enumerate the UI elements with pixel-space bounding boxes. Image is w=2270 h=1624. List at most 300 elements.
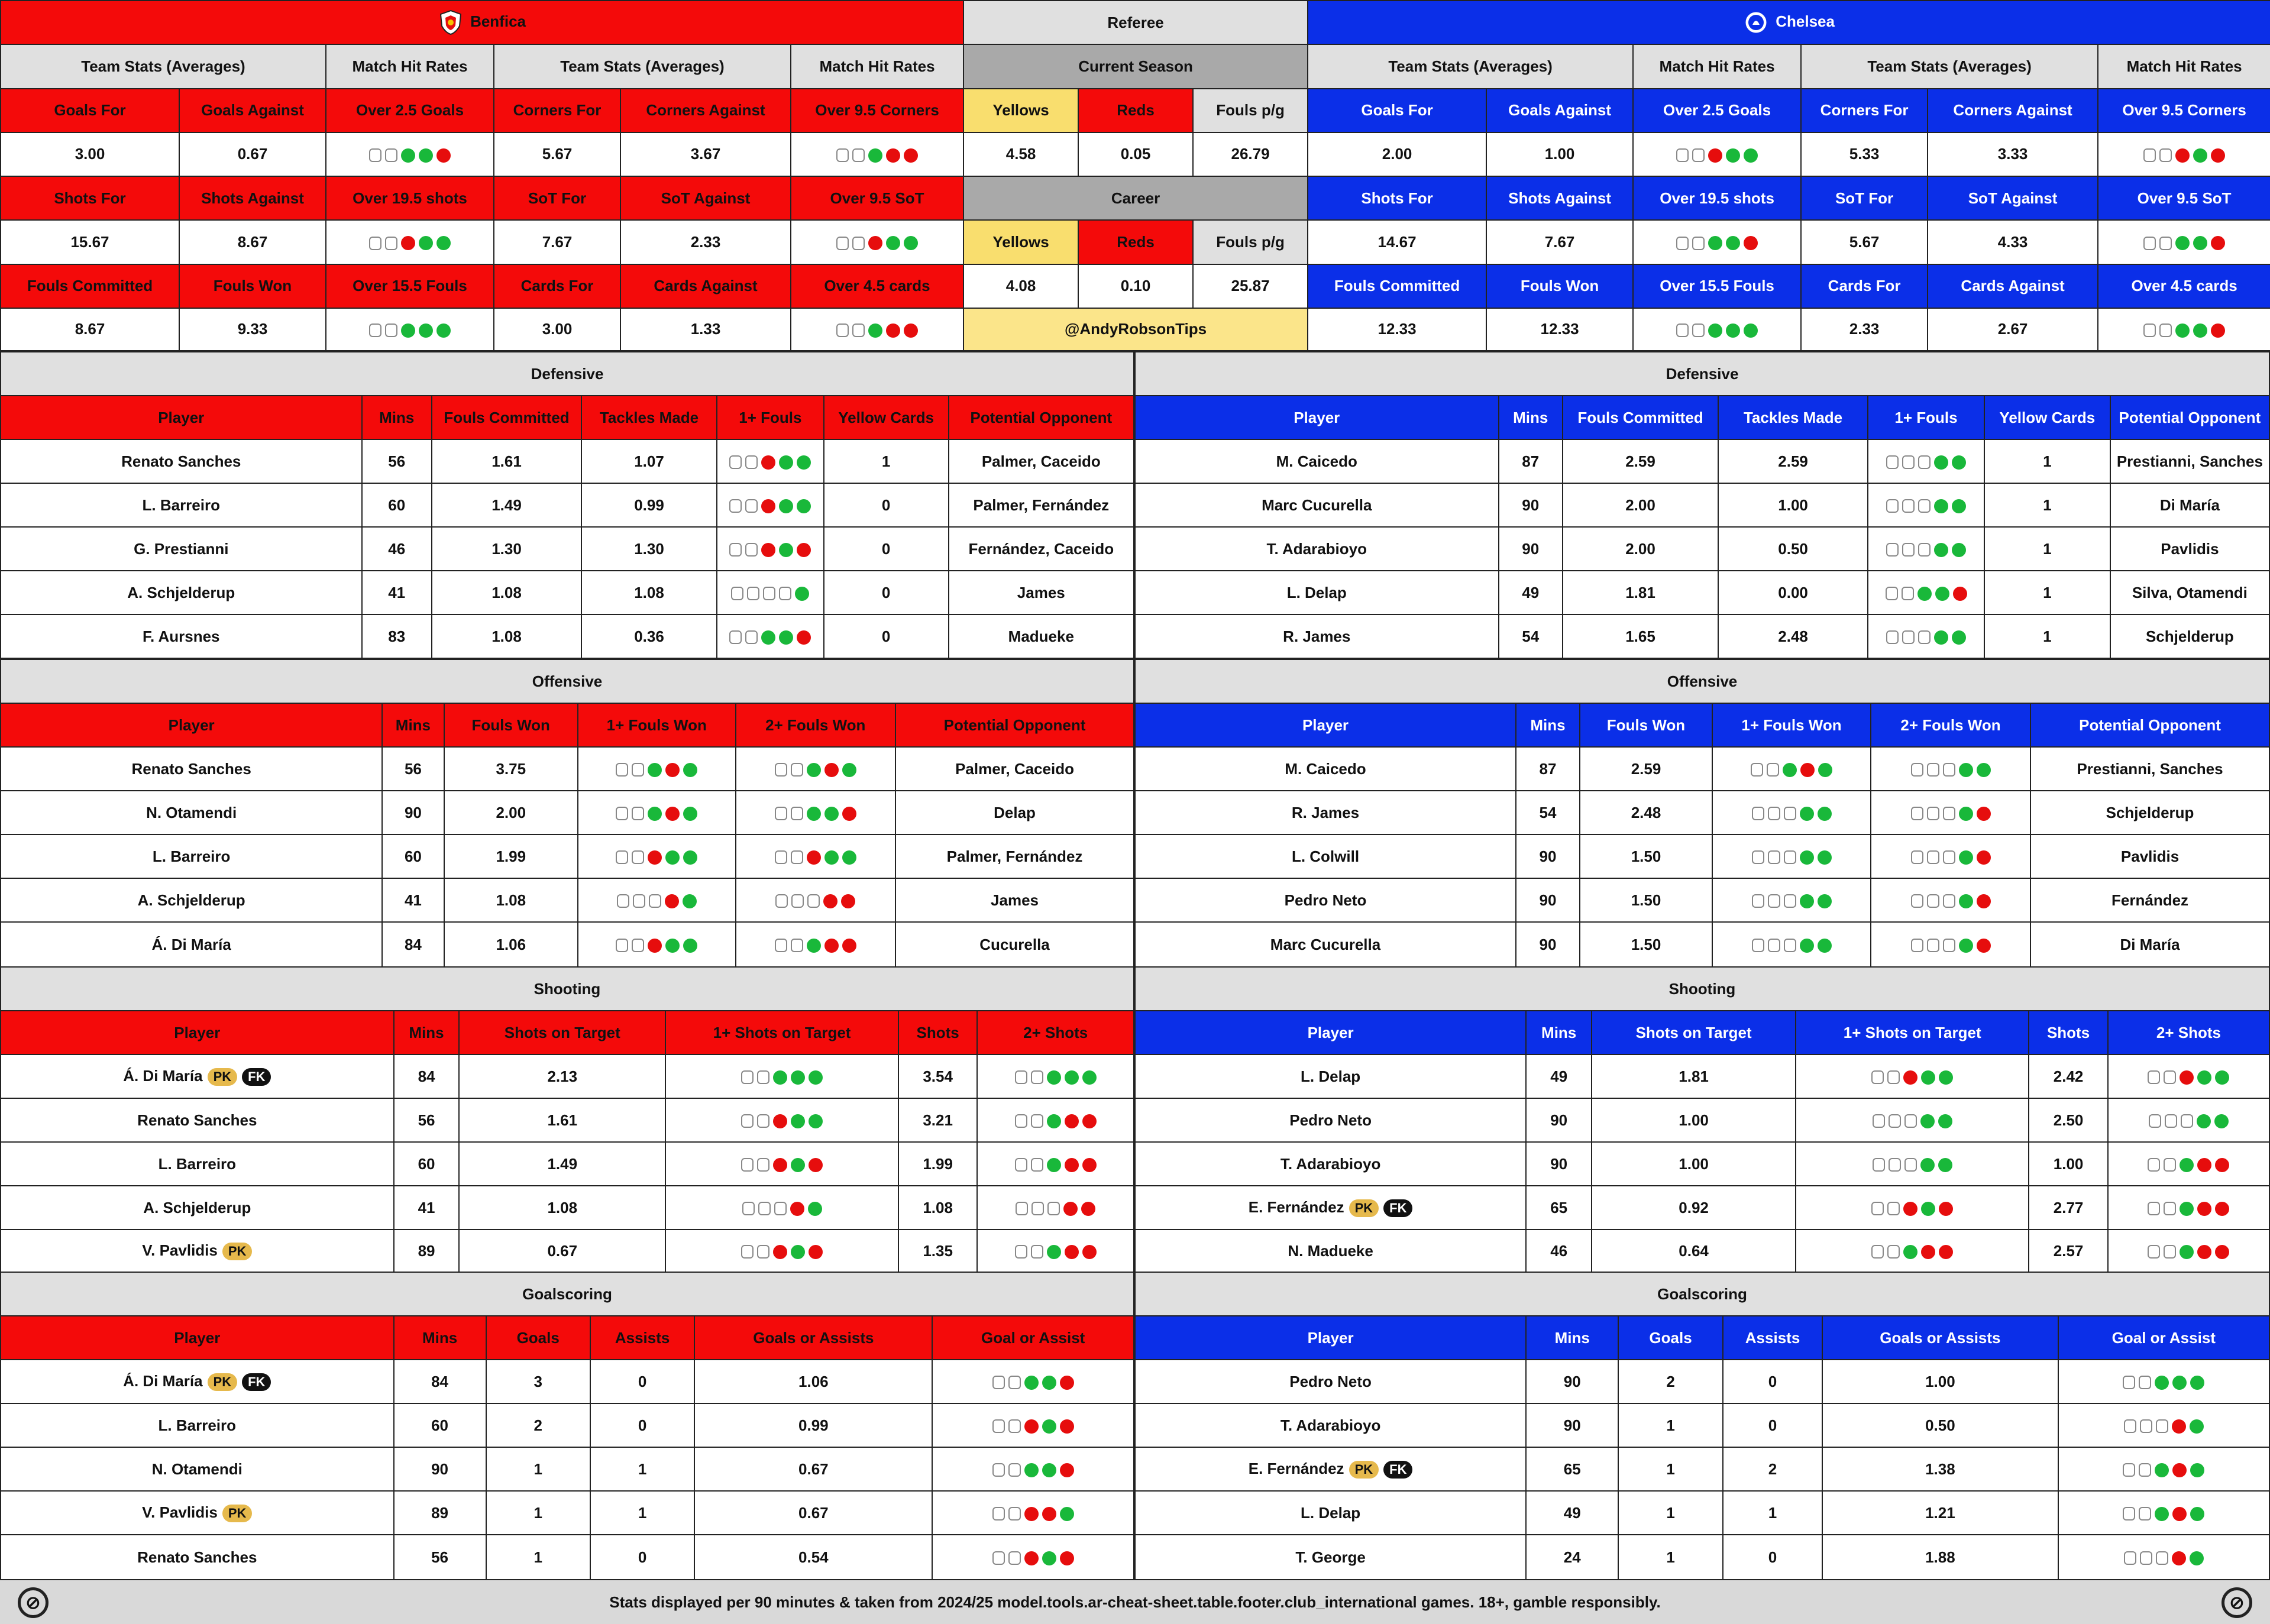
- player-name[interactable]: N. Otamendi: [1, 791, 382, 834]
- cell-value: 90: [1516, 922, 1580, 967]
- player-name[interactable]: Pedro Neto: [1135, 1360, 1526, 1403]
- table-row: [1135, 1098, 2269, 1142]
- section-title: Defensive: [1135, 352, 2269, 396]
- hit-dot: [648, 850, 662, 865]
- hit-dot: [2148, 1245, 2160, 1259]
- hit-rate-dots: [2058, 1447, 2269, 1491]
- cell-value: 90: [1516, 834, 1580, 878]
- stat-label: Over 4.5 cards: [791, 264, 963, 308]
- section-title: Shooting: [1135, 967, 2269, 1011]
- hit-dot: [369, 148, 381, 162]
- cell-value: 1: [824, 439, 949, 483]
- player-name[interactable]: R. James: [1135, 614, 1499, 658]
- hit-dot: [757, 1245, 769, 1259]
- hit-dot: [633, 894, 645, 908]
- cell-value: 2.57: [2029, 1230, 2107, 1272]
- player-name[interactable]: L. Delap: [1135, 1491, 1526, 1535]
- player-name[interactable]: E. Fernández PK FK: [1135, 1186, 1526, 1230]
- hit-dot: [2124, 1551, 2136, 1565]
- hit-dot: [385, 323, 397, 337]
- hit-dot: [992, 1551, 1005, 1565]
- hit-dot: [1065, 1070, 1079, 1085]
- stat-value: 1.33: [620, 308, 791, 351]
- hit-dot: [836, 237, 849, 250]
- pk-badge: PK: [1349, 1199, 1379, 1217]
- hit-dot: [1903, 1070, 1917, 1085]
- stat-value: 9.33: [179, 308, 326, 351]
- column-header: Shots: [898, 1011, 977, 1054]
- hit-dot: [1871, 1202, 1884, 1215]
- hit-dot: [807, 939, 821, 953]
- hit-dot: [1024, 1551, 1039, 1565]
- hit-dot: [2139, 1376, 2151, 1389]
- player-name[interactable]: Renato Sanches: [1, 439, 362, 483]
- column-header: Goal or Assist: [932, 1316, 1134, 1360]
- hit-dot: [1911, 807, 1923, 820]
- player-name[interactable]: Á. Di María PK FK: [1, 1360, 394, 1403]
- hit-rate-dots: [2108, 1230, 2269, 1272]
- hit-dot: [1904, 1158, 1917, 1172]
- cell-value: 0: [1723, 1360, 1822, 1403]
- hit-dot: [2180, 1202, 2194, 1216]
- hit-dot: [2175, 148, 2190, 163]
- hit-dot: [774, 1202, 787, 1215]
- hit-dot: [757, 1158, 769, 1172]
- cell-value: 54: [1499, 614, 1563, 658]
- hit-rate-dots: [977, 1142, 1134, 1186]
- hit-dot: [2148, 1158, 2160, 1172]
- hit-dot: [2190, 1551, 2204, 1565]
- hit-rate-dots: [932, 1447, 1134, 1491]
- hit-dot: [2149, 1114, 2161, 1128]
- table-row: [1135, 747, 2269, 791]
- table-row: [1, 922, 1134, 967]
- chelsea-hit-rates-label-2: Match Hit Rates: [2098, 44, 2270, 88]
- hit-dot: [1887, 1245, 1900, 1259]
- column-header: Player: [1135, 1011, 1526, 1054]
- cell-value: 1.61: [459, 1098, 665, 1142]
- hit-dot: [683, 850, 697, 865]
- hit-dot: [797, 630, 811, 645]
- player-name[interactable]: N. Otamendi: [1, 1447, 394, 1491]
- stat-label: Cards Against: [1928, 264, 2098, 308]
- hit-dot: [841, 894, 855, 908]
- hit-dot: [1060, 1507, 1074, 1521]
- hit-dot: [1904, 1114, 1917, 1128]
- stat-label: Fouls Committed: [1308, 264, 1486, 308]
- hit-dot: [2155, 1507, 2169, 1521]
- chelsea-offensive-table: [1134, 659, 2270, 968]
- cell-value: 0: [824, 527, 949, 571]
- chelsea-team-stats-label-2: Team Stats (Averages): [1801, 44, 2098, 88]
- hit-dot: [683, 894, 697, 908]
- hit-dot: [2215, 1158, 2229, 1172]
- stat-value: 3.00: [494, 308, 620, 351]
- table-row: [1135, 1230, 2269, 1272]
- hit-dot: [1708, 148, 1722, 163]
- hit-dot: [761, 455, 775, 470]
- column-header: Assists: [590, 1316, 694, 1360]
- stat-label: Over 9.5 SoT: [2098, 176, 2270, 220]
- cell-value: Schjelderup: [2030, 791, 2269, 834]
- column-header: Mins: [394, 1011, 460, 1054]
- hit-dot: [2139, 1463, 2151, 1477]
- player-name[interactable]: Pedro Neto: [1135, 1098, 1526, 1142]
- hit-dot: [1927, 850, 1939, 864]
- player-name[interactable]: L. Delap: [1135, 571, 1499, 614]
- cell-value: Prestianni, Sanches: [2110, 439, 2269, 483]
- hit-dot: [779, 630, 793, 645]
- hit-rate-dots: [736, 878, 896, 922]
- hit-dot: [761, 499, 775, 513]
- cell-value: 1.50: [1580, 922, 1712, 967]
- column-header: Shots: [2029, 1011, 2107, 1054]
- referee-season-reds: 0.05: [1078, 132, 1193, 176]
- cell-value: 84: [394, 1360, 486, 1403]
- hit-dot: [836, 323, 849, 337]
- column-header: 1+ Fouls Won: [1712, 703, 1871, 747]
- cell-value: 60: [394, 1142, 460, 1186]
- stat-value: 15.67: [1, 220, 179, 264]
- cell-value: 1.08: [444, 878, 578, 922]
- cell-value: 60: [394, 1403, 486, 1447]
- hit-dot: [1692, 148, 1705, 162]
- hit-rate-dots: [932, 1535, 1134, 1580]
- hit-dot: [1934, 630, 1948, 645]
- hit-dot: [2164, 1202, 2176, 1215]
- cell-value: 1.99: [898, 1142, 977, 1186]
- hit-dot: [1918, 499, 1931, 513]
- hit-dot: [791, 1114, 805, 1128]
- cell-value: 1.08: [898, 1186, 977, 1230]
- cell-value: 46: [1526, 1230, 1592, 1272]
- hit-dot: [852, 237, 865, 250]
- column-header: 2+ Shots: [2108, 1011, 2269, 1054]
- player-name[interactable]: G. Prestianni: [1, 527, 362, 571]
- stat-label: Fouls Won: [1486, 264, 1633, 308]
- hit-dot: [992, 1419, 1005, 1433]
- player-name[interactable]: Marc Cucurella: [1135, 922, 1516, 967]
- referee-fouls-label: Fouls p/g: [1193, 89, 1308, 132]
- cell-value: 1.08: [459, 1186, 665, 1230]
- cell-value: 2.00: [1563, 483, 1718, 527]
- cell-value: 60: [362, 483, 432, 527]
- hit-dot: [2165, 1114, 2177, 1128]
- hit-dot: [1042, 1507, 1056, 1521]
- cell-value: 1.49: [459, 1142, 665, 1186]
- player-name[interactable]: F. Aursnes: [1, 614, 362, 658]
- hit-dot: [1938, 1158, 1952, 1172]
- cell-value: 3.21: [898, 1098, 977, 1142]
- hit-dot: [1918, 455, 1931, 469]
- hit-dot: [2181, 1114, 2193, 1128]
- hit-dot: [1692, 237, 1705, 250]
- player-name[interactable]: Pedro Neto: [1135, 878, 1516, 922]
- hit-dot: [632, 939, 644, 952]
- player-name[interactable]: L. Delap: [1135, 1054, 1526, 1098]
- hit-dot: [616, 763, 628, 777]
- stat-label: Over 9.5 Corners: [2098, 89, 2270, 132]
- fk-badge: FK: [242, 1373, 271, 1391]
- hit-dot: [1784, 894, 1796, 908]
- hit-dot: [1692, 323, 1705, 337]
- hit-dot: [1768, 850, 1780, 864]
- hit-dot: [1042, 1463, 1056, 1477]
- hit-dot: [886, 236, 900, 250]
- hit-dot: [791, 894, 804, 908]
- hit-dot: [419, 236, 433, 250]
- cell-value: Di María: [2030, 922, 2269, 967]
- hit-dot: [1008, 1376, 1021, 1389]
- author-handle[interactable]: @AndyRobsonTips: [963, 308, 1308, 351]
- cell-value: 56: [382, 747, 444, 791]
- hit-dot: [1959, 763, 1973, 777]
- hit-dot: [1708, 323, 1722, 338]
- cell-value: 2.48: [1718, 614, 1868, 658]
- hit-rate-dots: [1712, 791, 1871, 834]
- hit-dot: [1800, 763, 1815, 777]
- hit-dot: [2175, 236, 2190, 250]
- cell-value: 2: [486, 1403, 590, 1447]
- column-header: 1+ Fouls Won: [578, 703, 736, 747]
- chelsea-team-stats-label-1: Team Stats (Averages): [1308, 44, 1633, 88]
- hit-dot: [1031, 1114, 1043, 1128]
- hit-dot: [886, 323, 900, 338]
- cell-value: 1.08: [581, 571, 717, 614]
- hit-dot: [868, 236, 882, 250]
- pk-badge: PK: [208, 1373, 238, 1391]
- stat-value: 5.67: [1801, 220, 1928, 264]
- cell-value: 65: [1526, 1447, 1618, 1491]
- hit-rate-dots: [665, 1098, 898, 1142]
- hit-dot: [2123, 1463, 2135, 1477]
- player-name[interactable]: L. Barreiro: [1, 1142, 394, 1186]
- player-name[interactable]: Renato Sanches: [1, 1535, 394, 1580]
- benfica-crest-icon: [438, 9, 463, 35]
- referee-career-fouls: 25.87: [1193, 264, 1308, 308]
- hit-dot: [1047, 1114, 1061, 1128]
- table-row: [1, 1230, 1134, 1272]
- hit-rate-dots: [1871, 747, 2030, 791]
- hit-dot: [763, 587, 775, 600]
- cell-value: James: [895, 878, 1134, 922]
- hit-dot: [1873, 1158, 1885, 1172]
- hit-dot: [1927, 763, 1939, 777]
- hit-dot: [1800, 939, 1814, 953]
- player-name[interactable]: T. Adarabioyo: [1135, 1403, 1526, 1447]
- hit-rate-dots: [665, 1186, 898, 1230]
- hit-dot: [1911, 763, 1923, 777]
- hit-dot: [1818, 939, 1832, 953]
- cell-value: 1.21: [1822, 1491, 2058, 1535]
- player-name[interactable]: L. Barreiro: [1, 1403, 394, 1447]
- benfica-shooting-table: [0, 966, 1134, 1273]
- hit-dot: [1938, 1114, 1952, 1128]
- cell-value: 1.30: [432, 527, 581, 571]
- table-row: [1135, 1142, 2269, 1186]
- hit-dot: [757, 1114, 769, 1128]
- hit-dot: [1920, 1158, 1935, 1172]
- hit-dot: [1726, 323, 1740, 338]
- hit-dot: [807, 807, 821, 821]
- aperture-icon: ⊘: [18, 1587, 48, 1618]
- hit-dot: [1939, 1202, 1953, 1216]
- table-row: [1135, 1054, 2269, 1098]
- column-header: Mins: [382, 703, 444, 747]
- hit-dot: [1065, 1245, 1079, 1259]
- player-name[interactable]: Á. Di María PK FK: [1, 1054, 394, 1098]
- hit-dot: [1871, 1070, 1884, 1084]
- player-name[interactable]: M. Caicedo: [1135, 439, 1499, 483]
- cell-value: 2.00: [1563, 527, 1718, 571]
- hit-dot: [824, 939, 839, 953]
- table-row: [1135, 439, 2269, 483]
- player-name[interactable]: Á. Di María: [1, 922, 382, 967]
- hit-dot: [992, 1376, 1005, 1389]
- hit-rate-dots: [977, 1186, 1134, 1230]
- hit-dot: [1943, 939, 1955, 952]
- player-name[interactable]: Renato Sanches: [1, 1098, 394, 1142]
- hit-dot: [1921, 1202, 1935, 1216]
- player-name[interactable]: A. Schjelderup: [1, 878, 382, 922]
- player-name[interactable]: R. James: [1135, 791, 1516, 834]
- stat-value: 7.67: [494, 220, 620, 264]
- player-name[interactable]: T. Adarabioyo: [1135, 527, 1499, 571]
- referee-career-yellows: 4.08: [963, 264, 1078, 308]
- hit-dot: [791, 807, 803, 820]
- hit-dot: [807, 894, 820, 908]
- hit-dot: [1818, 894, 1832, 908]
- hit-rate-dots: [1868, 571, 1984, 614]
- benfica-team-stats-label-2: Team Stats (Averages): [494, 44, 791, 88]
- table-row: [1, 834, 1134, 878]
- player-name[interactable]: T. George: [1135, 1535, 1526, 1580]
- stat-label: Over 2.5 Goals: [1633, 89, 1801, 132]
- cell-value: 0.67: [459, 1230, 665, 1272]
- cell-value: 0.50: [1718, 527, 1868, 571]
- cell-value: 1.08: [432, 571, 581, 614]
- hit-dot: [1060, 1419, 1074, 1434]
- hit-rate-dots: [1796, 1230, 2029, 1272]
- player-name[interactable]: V. Pavlidis PK: [1, 1491, 394, 1535]
- player-name[interactable]: A. Schjelderup: [1, 571, 362, 614]
- hit-dot: [1708, 236, 1722, 250]
- benfica-hit-rates-label-2: Match Hit Rates: [791, 44, 963, 88]
- player-name[interactable]: T. Adarabioyo: [1135, 1142, 1526, 1186]
- player-name[interactable]: Renato Sanches: [1, 747, 382, 791]
- cell-value: 89: [394, 1230, 460, 1272]
- hit-rate-dots: [326, 308, 494, 351]
- hit-dot: [1977, 763, 1991, 777]
- hit-dot: [791, 1158, 805, 1172]
- hit-dot: [1959, 850, 1973, 865]
- cell-value: 90: [1526, 1142, 1592, 1186]
- column-header: Assists: [1723, 1316, 1822, 1360]
- benfica-header: [1, 1, 963, 44]
- player-name[interactable]: V. Pavlidis PK: [1, 1230, 394, 1272]
- referee-yellows-label: Yellows: [963, 89, 1078, 132]
- table-row: [1135, 878, 2269, 922]
- player-name[interactable]: A. Schjelderup: [1, 1186, 394, 1230]
- column-header: Player: [1135, 703, 1516, 747]
- player-name[interactable]: L. Barreiro: [1, 834, 382, 878]
- hit-dot: [1943, 850, 1955, 864]
- stat-label: Over 19.5 shots: [326, 176, 494, 220]
- chelsea-shooting-table: [1134, 966, 2270, 1273]
- cell-value: 49: [1526, 1491, 1618, 1535]
- cell-value: 1.50: [1580, 834, 1712, 878]
- hit-dot: [775, 850, 787, 864]
- player-name[interactable]: Marc Cucurella: [1135, 483, 1499, 527]
- hit-dot: [1042, 1419, 1056, 1434]
- column-header: Fouls Committed: [432, 396, 581, 439]
- cell-value: 1: [590, 1447, 694, 1491]
- hit-dot: [761, 630, 775, 645]
- hit-dot: [2156, 1551, 2168, 1565]
- cell-value: 84: [382, 922, 444, 967]
- player-name[interactable]: E. Fernández PK FK: [1135, 1447, 1526, 1491]
- hit-rate-dots: [1712, 834, 1871, 878]
- player-name[interactable]: L. Colwill: [1135, 834, 1516, 878]
- stat-value: 8.67: [179, 220, 326, 264]
- cell-value: 56: [394, 1535, 486, 1580]
- table-row: [1, 878, 1134, 922]
- hit-dot: [761, 543, 775, 557]
- stat-label: Over 19.5 shots: [1633, 176, 1801, 220]
- stat-label: Corners Against: [1928, 89, 2098, 132]
- hit-dot: [1917, 587, 1932, 601]
- hit-dot: [1943, 807, 1955, 820]
- hit-dot: [758, 1202, 771, 1215]
- hit-dot: [1934, 455, 1948, 470]
- cell-value: 60: [382, 834, 444, 878]
- cell-value: 49: [1526, 1054, 1592, 1098]
- hit-dot: [1927, 939, 1939, 952]
- hit-dot: [1873, 1114, 1885, 1128]
- chelsea-team-name: Chelsea: [1776, 12, 1835, 30]
- hit-rate-dots: [791, 132, 963, 176]
- hit-dot: [1047, 1245, 1061, 1259]
- column-header: 1+ Fouls: [717, 396, 824, 439]
- hit-rate-dots: [2058, 1403, 2269, 1447]
- referee-season-fouls: 26.79: [1193, 132, 1308, 176]
- table-row: [1, 1054, 1134, 1098]
- benfica-offensive-table: [0, 659, 1134, 968]
- hit-dot: [1015, 1158, 1027, 1172]
- player-name[interactable]: L. Barreiro: [1, 483, 362, 527]
- hit-dot: [1015, 1114, 1027, 1128]
- stat-label: Goals Against: [1486, 89, 1633, 132]
- hit-dot: [1008, 1419, 1021, 1433]
- hit-dot: [1952, 543, 1966, 557]
- stat-value: 14.67: [1308, 220, 1486, 264]
- hit-dot: [773, 1245, 787, 1259]
- stat-value: 2.33: [620, 220, 791, 264]
- hit-dot: [2211, 148, 2225, 163]
- hit-dot: [2197, 1158, 2211, 1172]
- player-name[interactable]: N. Madueke: [1135, 1230, 1526, 1272]
- hit-dot: [419, 323, 433, 338]
- hit-rate-dots: [736, 922, 896, 967]
- player-name[interactable]: M. Caicedo: [1135, 747, 1516, 791]
- hit-dot: [617, 894, 629, 908]
- cell-value: 1: [1618, 1447, 1723, 1491]
- cell-value: 0.00: [1718, 571, 1868, 614]
- cell-value: 1: [1618, 1403, 1723, 1447]
- table-row: [1, 1491, 1134, 1535]
- cell-value: 2: [1618, 1360, 1723, 1403]
- cell-value: 1: [1984, 527, 2110, 571]
